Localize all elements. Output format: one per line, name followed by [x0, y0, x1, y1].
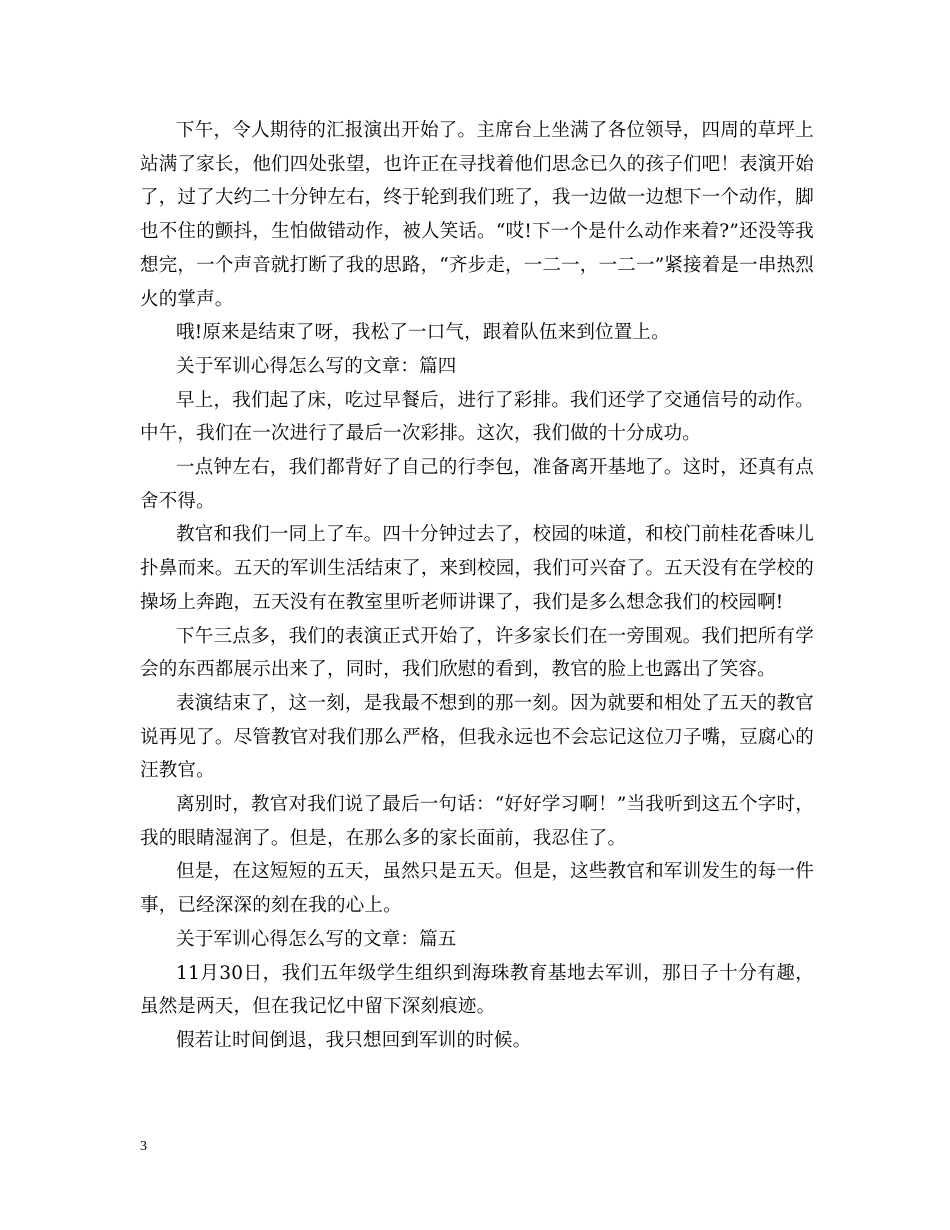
paragraph: 早上，我们起了床，吃过早餐后，进行了彩排。我们还学了交通信号的动作。中午，我们在一次进行了最后一次彩排。这次，我们做的十分成功。	[140, 389, 814, 445]
paragraph: 教官和我们一同上了车。四十分钟过去了，校园的味道，和校门前桂花香味儿扑鼻而来。五天的军训生活结束了，来到校园，我们可兴奋了。五天没有在学校的操场上奔跑，五天没有在教室里听老师讲课了，我们是多么想念我们的校园啊!	[140, 524, 814, 613]
paragraph: 离别时，教官对我们说了最后一句话：“好好学习啊！”当我听到这五个字时，我的眼睛湿润了。但是，在那么多的家长面前，我忍住了。	[140, 794, 814, 849]
paragraph: 下午，令人期待的汇报演出开始了。主席台上坐满了各位领导，四周的草坪上站满了家长，他们四处张望，也许正在寻找着他们思念已久的孩子们吧！表演开始了，过了大约二十分钟左右，终于轮到我们班了，我一边做一边想下一个动作，脚也不住的颤抖，生怕做错动作，被人笑话。“哎!下一个是什么动作来着?”还没等我想完，一个声音就打断了我的思路，“齐步走，一二一，一二一”紧接着是一串热烈火的掌声。	[140, 120, 814, 310]
section-heading: 关于军训心得怎么写的文章：篇五	[176, 928, 457, 950]
paragraph: 假若让时间倒退，我只想回到军训的时候。	[176, 1029, 532, 1051]
paragraph: 但是，在这短短的五天，虽然只是五天。但是，这些教官和军训发生的每一件事，已经深深的刻在我的心上。	[140, 861, 814, 917]
section-heading: 关于军训心得怎么写的文章：篇四	[176, 355, 457, 377]
paragraph: 一点钟左右，我们都背好了自己的行李包，准备离开基地了。这时，还真有点舍不得。	[140, 457, 814, 512]
paragraph: 下午三点多，我们的表演正式开始了，许多家长们在一旁围观。我们把所有学会的东西都展示出来了，同时，我们欣慰的看到，教官的脸上也露出了笑容。	[140, 625, 814, 681]
paragraph: 11月30日，我们五年级学生组织到海珠教育基地去军训，那日子十分有趣，虽然是两天，但在我记忆中留下深刻痕迹。	[140, 962, 814, 1018]
paragraph: 哦!原来是结束了呀，我松了一口气，跟着队伍来到位置上。	[176, 322, 670, 344]
page-number: 3	[140, 1139, 147, 1154]
paragraph: 表演结束了，这一刻，是我最不想到的那一刻。因为就要和相处了五天的教官说再见了。尽管教官对我们那么严格，但我永远也不会忘记这位刀子嘴，豆腐心的汪教官。	[140, 692, 814, 782]
document-body	[140, 114, 814, 1058]
